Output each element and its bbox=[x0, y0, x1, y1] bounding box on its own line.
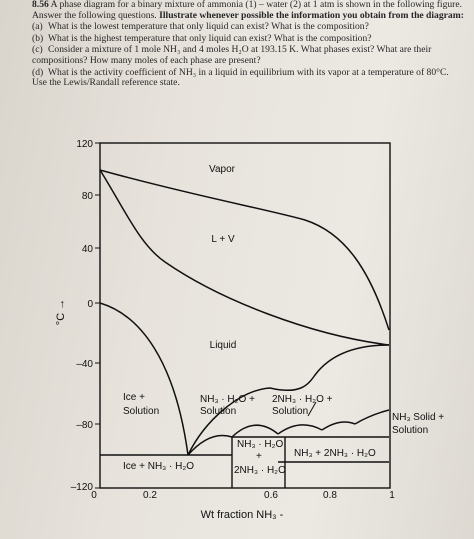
question-text: What is the activity coefficient of NH₃ in a liquid in equilibrium with its vapor at a temperature of 80°C. Use the Lewis/Randall reference state. bbox=[32, 66, 449, 89]
question-label: (a) bbox=[32, 21, 43, 33]
question-text: Consider a mixture of 1 mole NH₃ and 4 moles H₂O at 193.15 K. What phases exist? What are their compositions? How many moles of each phase are present? bbox=[32, 44, 432, 66]
region-label-liquid: Liquid bbox=[209, 340, 237, 351]
x-tick-label: 0.2 bbox=[143, 490, 157, 501]
problem-intro-bold: Illustrate whenever possible the information you obtain from the diagram: bbox=[159, 9, 464, 21]
y-tick-label: –120 bbox=[70, 482, 93, 493]
region-label-ice: Solution bbox=[123, 406, 160, 417]
nh3-solidus-curve bbox=[355, 410, 389, 424]
region-label-l-plus-v: L + V bbox=[211, 234, 235, 245]
eutectic-arc-3 bbox=[278, 425, 322, 434]
region-label-hydrate-pair: NH₃ · H₂O bbox=[237, 439, 284, 450]
region-label-vapor: Vapor bbox=[209, 164, 235, 175]
dew-point-curve bbox=[100, 170, 389, 330]
plot-frame bbox=[100, 143, 390, 488]
question-label: (d) bbox=[32, 66, 44, 78]
problem-number: 8.56 bbox=[32, 0, 49, 10]
region-label-ice: Ice + bbox=[123, 392, 145, 403]
x-tick-label: 0.8 bbox=[323, 490, 337, 501]
region-label-hydrate-pair: + bbox=[256, 451, 262, 462]
question-label: (b) bbox=[32, 32, 44, 44]
y-ticks bbox=[95, 143, 100, 488]
y-tick-label: 0 bbox=[87, 299, 93, 310]
problem-intro-text: A phase diagram for a binary mixture of ammonia (1) – water (2) at 1 atm is shown in the following figure. Answer the following questions. bbox=[32, 0, 463, 21]
question-text: What is the highest temperature that only liquid can exist? What is the composition? bbox=[48, 32, 372, 44]
question-label: (c) bbox=[32, 44, 43, 56]
bubble-point-curve bbox=[100, 170, 389, 345]
region-label-dihydrate: Solution bbox=[272, 406, 309, 417]
x-axis-label: Wt fraction NH₃ - bbox=[200, 509, 284, 521]
y-tick-label: 120 bbox=[76, 139, 93, 150]
y-tick-label: –80 bbox=[76, 420, 93, 431]
region-label-hydrate-dihydrate: NH₃ + 2NH₃ · H₂O bbox=[294, 448, 376, 459]
region-label-hydrate-pair: 2NH₃ · H₂O bbox=[234, 465, 286, 476]
y-tick-label: 40 bbox=[81, 244, 93, 255]
region-label-hydrate: NH₃ · H₂O + bbox=[200, 394, 255, 405]
ice-liquidus-curve bbox=[100, 303, 188, 455]
region-label-nh3-solid: Solution bbox=[392, 425, 429, 436]
region-label-dihydrate: 2NH₃ · H₂O + bbox=[272, 394, 333, 405]
region-label-ice-hydrate: Ice + NH₃ · H₂O bbox=[123, 461, 195, 472]
x-tick-label: 0 bbox=[91, 490, 97, 501]
x-tick-label: 1 bbox=[389, 490, 395, 501]
eutectic-arc-2 bbox=[232, 425, 278, 437]
y-tick-label: 80 bbox=[81, 191, 93, 202]
question-text: What is the lowest temperature that only liquid can exist? What is the composition? bbox=[48, 21, 369, 33]
y-tick-label: –40 bbox=[76, 359, 93, 370]
y-axis-label: °C → bbox=[55, 298, 67, 326]
x-tick-label: 0.6 bbox=[264, 490, 278, 501]
eutectic-arc-4 bbox=[322, 422, 355, 430]
region-label-hydrate: Solution bbox=[200, 406, 237, 417]
eutectic-arc-1 bbox=[188, 435, 232, 455]
y-tick-labels bbox=[71, 139, 94, 493]
x-tick-labels bbox=[91, 490, 395, 501]
region-label-nh3-solid: NH₃ Solid + bbox=[392, 412, 445, 423]
